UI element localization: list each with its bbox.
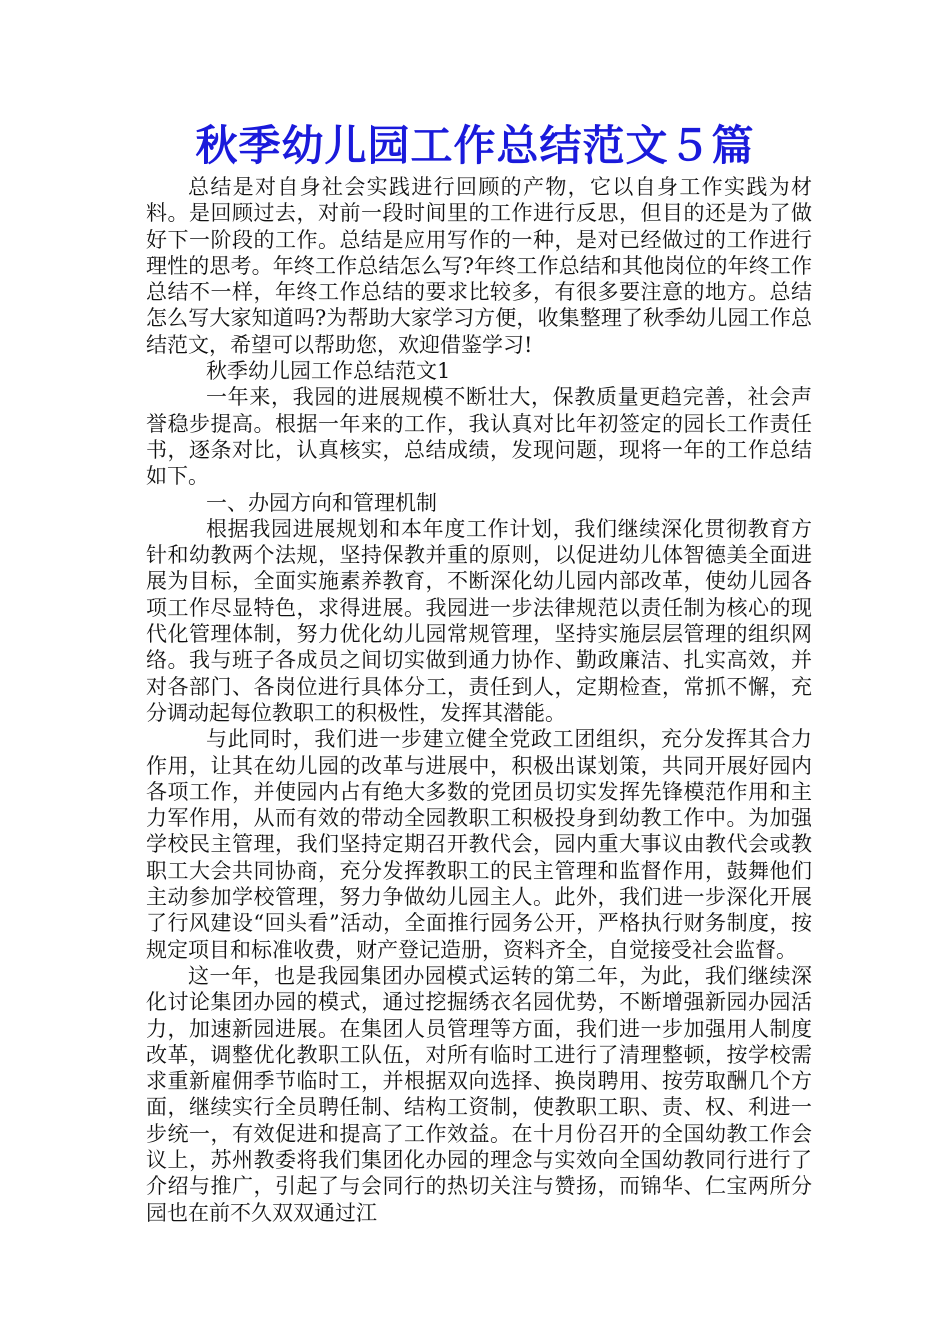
section-heading-management: 一、办园方向和管理机制 <box>206 490 437 515</box>
body-paragraph: 这一年，也是我园集团办园模式运转的第二年，为此，我们继续深化讨论集团办园的模式，通过挖掘绣衣名园优势，不断增强新园办园活力，加速新园进展。在集团人员管理等方面，我们进一步加强用人制度改革，调整优化教职工队伍，对所有临时工进行了清理整顿，按学校需求重新雇佣季节临时工，并根据双向选择、换岗聘用、按劳取酬几个方面，继续实行全员聘任制、结构工资制，使教职工职、责、权、利进一步统一，有效促进和提高了工作效益。在十月份召开的全国幼教工作会议上，苏州教委将我们集团化办园的理念与实效向全国幼教同行进行了介绍与推广，引起了与会同行的热切关注与赞扬，而锦华、仁宝两所分园也在前不久双双通过江 <box>146 963 812 1225</box>
body-paragraph: 根据我园进展规划和本年度工作计划，我们继续深化贯彻教育方针和幼教两个法规，坚持保教并重的原则，以促进幼儿体智德美全面进展为目标，全面实施素养教育，不断深化幼儿园内部改革，使幼儿园各项工作尽显特色，求得进展。我园进一步法律规范以责任制为核心的现代化管理体制，努力优化幼儿园常规管理，坚持实施层层管理的组织网络。我与班子各成员之间切实做到通力协作、勤政廉洁、扎实高效，并对各部门、各岗位进行具体分工，责任到人，定期检查，常抓不懈，充分调动起每位教职工的积极性，发挥其潜能。 <box>146 516 812 725</box>
body-paragraph: 一年来，我园的进展规模不断壮大，保教质量更趋完善，社会声誉稳步提高。根据一年来的工作，我认真对比年初签定的园长工作责任书，逐条对比，认真核实，总结成绩，发现问题，现将一年的工作总结如下。 <box>146 385 812 489</box>
document-title: 秋季幼儿园工作总结范文５篇 <box>195 121 755 170</box>
intro-paragraph: 总结是对自身社会实践进行回顾的产物，它以自身工作实践为材料。是回顾过去，对前一段时间里的工作进行反思，但目的还是为了做好下一阶段的工作。总结是应用写作的一种，是对已经做过的工作进行理性的思考。年终工作总结怎么写?年终工作总结和其他岗位的年终工作总结不一样，年终工作总结的要求比较多，有很多要注意的地方。总结怎么写大家知道吗?为帮助大家学习方便，收集整理了秋季幼儿园工作总结范文，希望可以帮助您，欢迎借鉴学习! <box>146 175 812 357</box>
section-heading-sample-1: 秋季幼儿园工作总结范文1 <box>206 359 451 384</box>
document-body <box>146 174 812 1226</box>
body-paragraph: 与此同时，我们进一步建立健全党政工团组织，充分发挥其合力作用，让其在幼儿园的改革与进展中，积极出谋划策，共同开展好园内各项工作，并使园内占有绝大多数的党团员切实发挥先锋模范作用和主力军作用，从而有效的带动全园教职工积极投身到幼教工作中。为加强学校民主管理，我们坚持定期召开教代会，园内重大事议由教代会或教职工大会共同协商，充分发挥教职工的民主管理和监督作用，鼓舞他们主动参加学校管理，努力争做幼儿园主人。此外，我们进一步深化开展了行风建设“回头看”活动，全面推行园务公开，严格执行财务制度，按规定项目和标准收费，财产登记造册，资料齐全，自觉接受社会监督。 <box>146 727 812 962</box>
